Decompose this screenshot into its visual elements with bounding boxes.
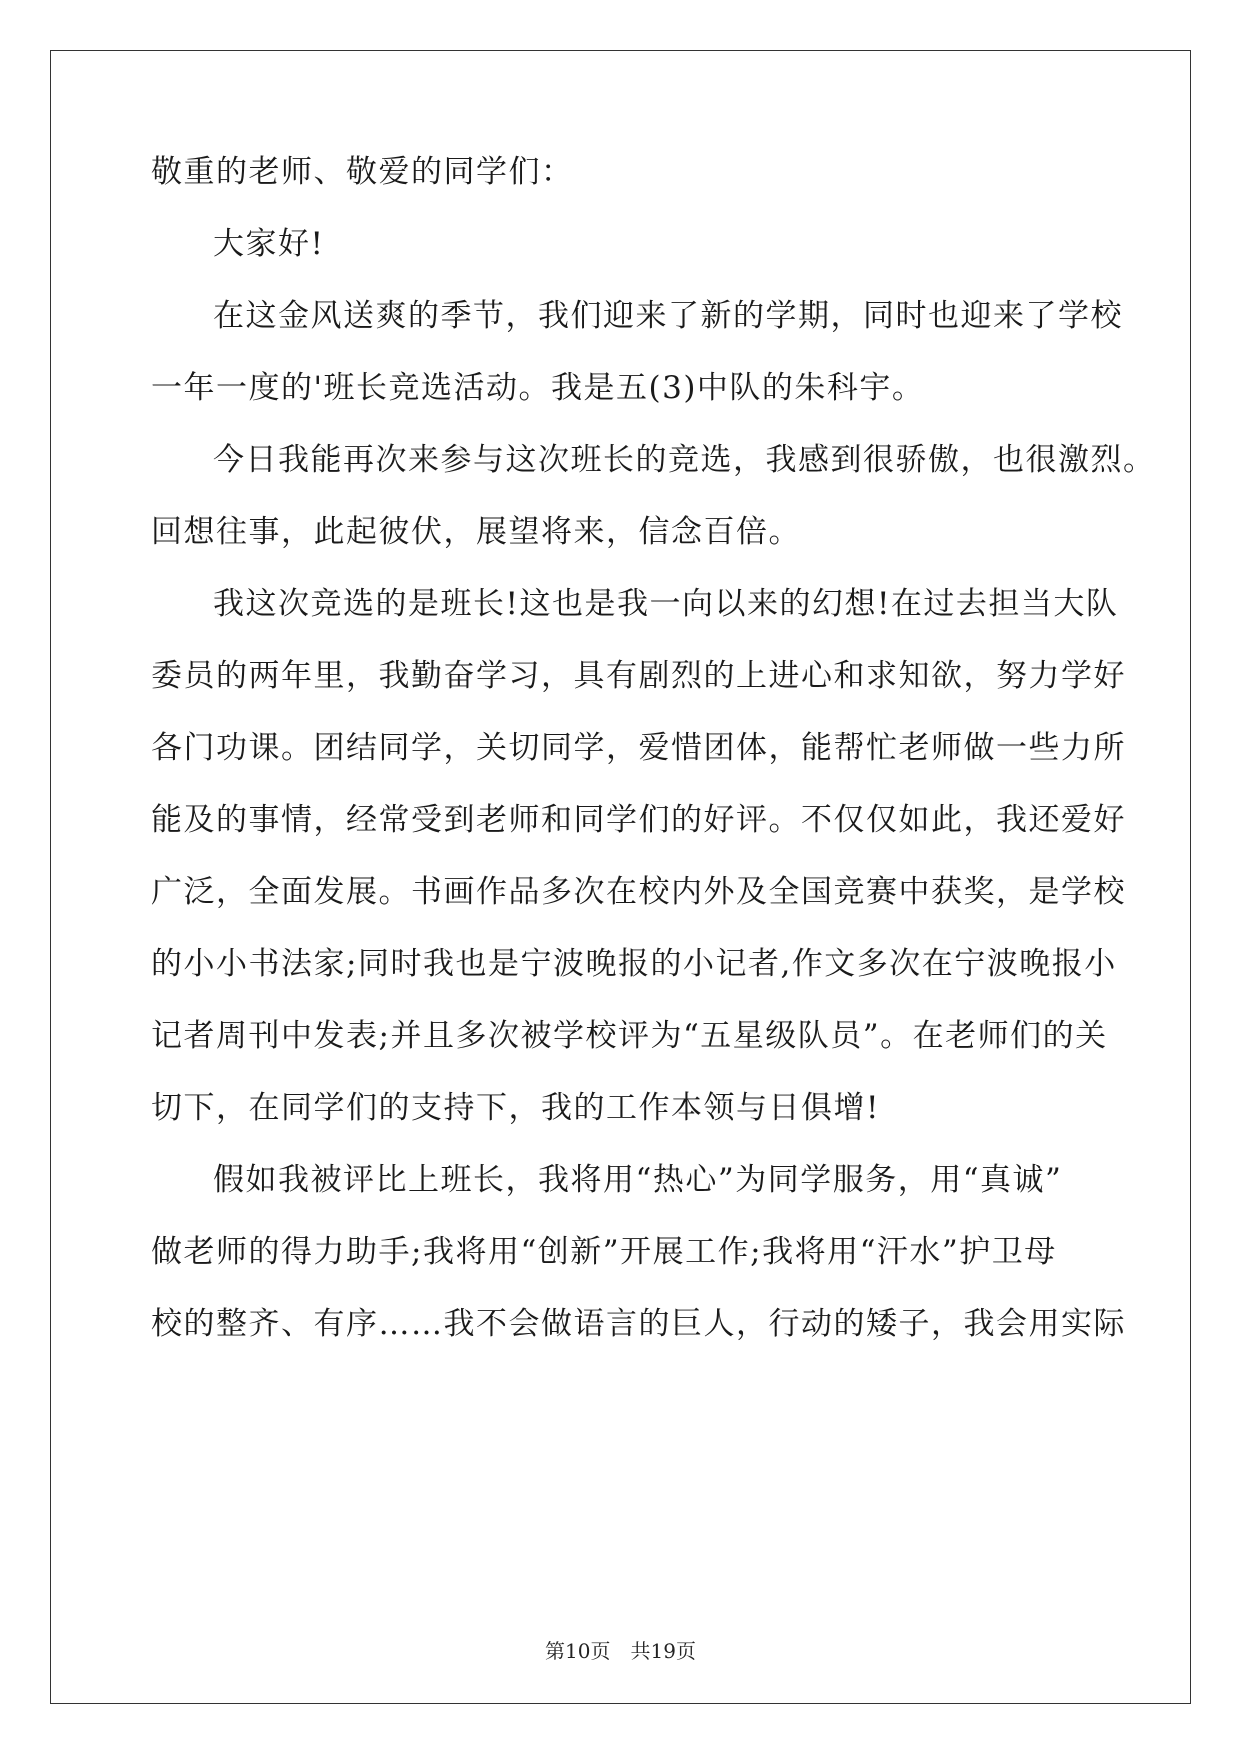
paragraph-line: 切下，在同学们的支持下，我的工作本领与日俱增! xyxy=(151,1090,880,1126)
paragraph-line: 我这次竞选的是班长!这也是我一向以来的幻想!在过去担当大队 xyxy=(213,586,1119,622)
paragraph-line: 广泛，全面发展。书画作品多次在校内外及全国竞赛中获奖，是学校 xyxy=(151,874,1126,910)
paragraph-line: 做老师的得力助手;我将用“创新”开展工作;我将用“汗水”护卫母 xyxy=(151,1234,1057,1270)
page-number: 第10页 共19页 xyxy=(545,1639,696,1663)
paragraph-line: 记者周刊中发表;并且多次被学校评为“五星级队员”。在老师们的关 xyxy=(151,1018,1108,1054)
paragraph-line: 在这金风送爽的季节，我们迎来了新的学期，同时也迎来了学校 xyxy=(213,298,1123,334)
paragraph-line: 今日我能再次来参与这次班长的竞选，我感到很骄傲，也很激烈。 xyxy=(213,442,1156,478)
paragraph-line: 回想往事，此起彼伏，展望将来，信念百倍。 xyxy=(151,514,801,550)
greeting-line: 大家好! xyxy=(213,226,325,262)
salutation-line: 敬重的老师、敬爱的同学们： xyxy=(151,154,574,190)
paragraph-line: 假如我被评比上班长，我将用“热心”为同学服务，用“真诚” xyxy=(213,1162,1063,1198)
paragraph-line: 一年一度的'班长竞选活动。我是五(3)中队的朱科宇。 xyxy=(151,370,925,406)
paragraph-line: 的小小书法家;同时我也是宁波晚报的小记者,作文多次在宁波晚报小 xyxy=(151,946,1117,982)
paragraph-line: 能及的事情，经常受到老师和同学们的好评。不仅仅如此，我还爱好 xyxy=(151,802,1126,838)
paragraph-line: 委员的两年里，我勤奋学习，具有剧烈的上进心和求知欲，努力学好 xyxy=(151,658,1126,694)
paragraph-line: 校的整齐、有序……我不会做语言的巨人，行动的矮子，我会用实际 xyxy=(151,1306,1126,1342)
paragraph-line: 各门功课。团结同学，关切同学，爱惜团体，能帮忙老师做一些力所 xyxy=(151,730,1126,766)
